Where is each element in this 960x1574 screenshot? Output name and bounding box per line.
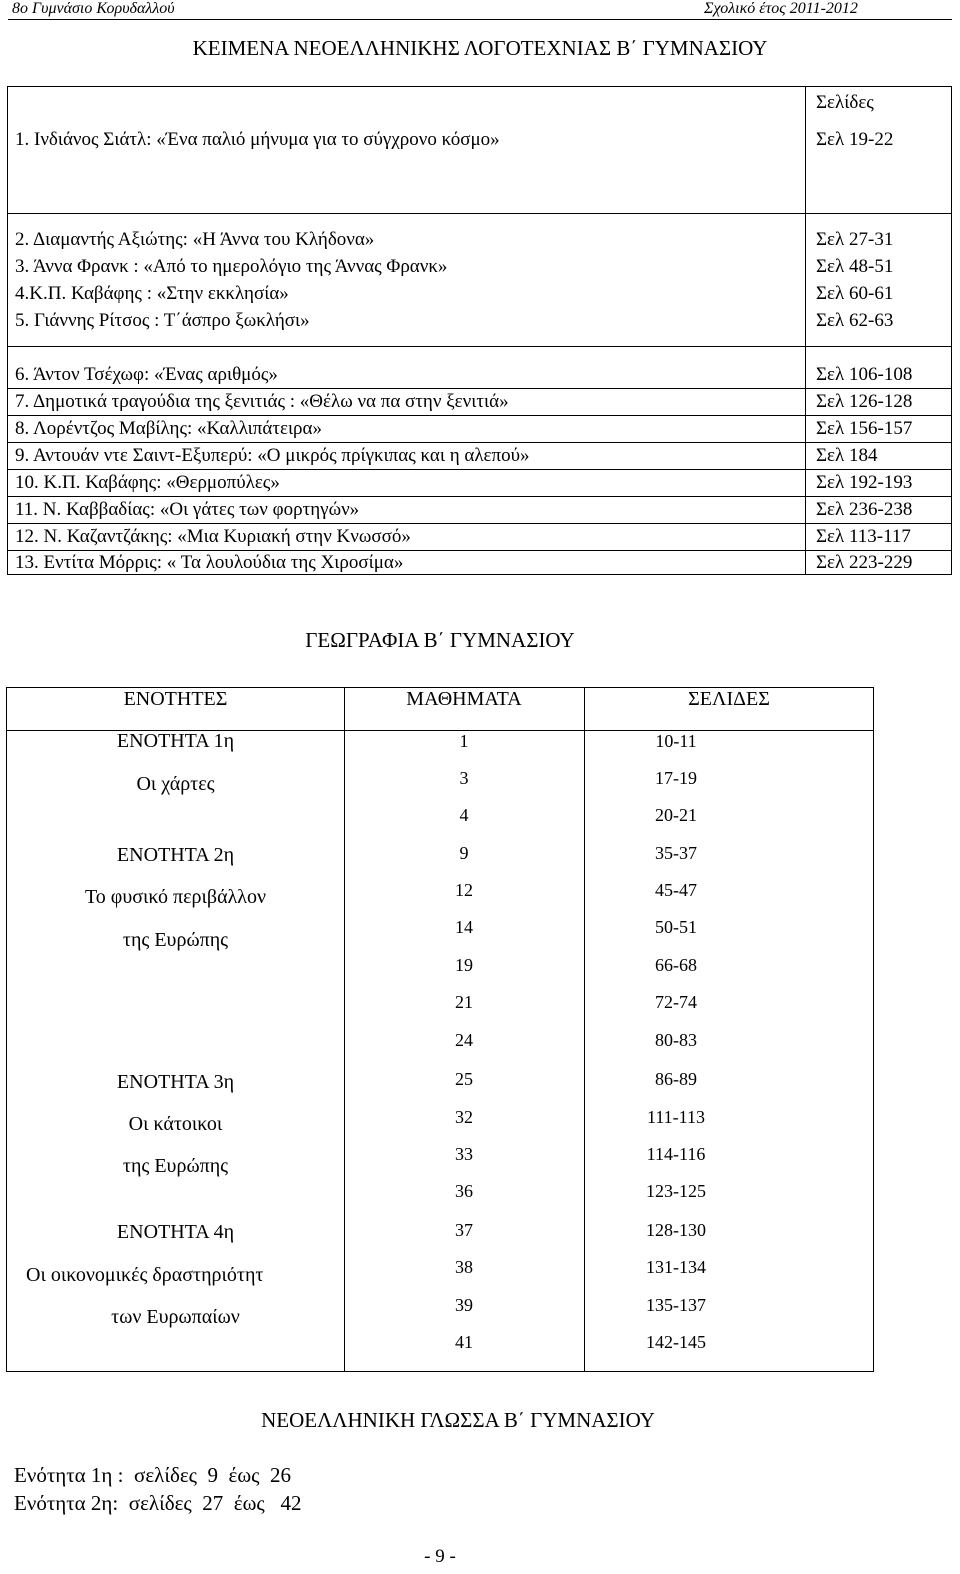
work-title: 4.Κ.Π. Καβάφης : «Στην εκκλησία» bbox=[15, 283, 289, 304]
unit-desc: Το φυσικό περιβάλλον bbox=[84, 886, 267, 908]
work-title: 10. Κ.Π. Καβάφης: «Θερμοπύλες» bbox=[15, 472, 280, 493]
header-units: ΕΝΟΤΗΤΕΣ bbox=[123, 688, 228, 710]
work-pages: Σελ 126-128 bbox=[816, 391, 913, 412]
lesson-pages: 131-134 bbox=[646, 1257, 706, 1277]
table-row bbox=[8, 470, 951, 496]
language-line: Ενότητα 2η: σελίδες 27 έως 42 bbox=[14, 1491, 302, 1515]
lesson-pages: 10-11 bbox=[655, 731, 697, 751]
lesson-number: 41 bbox=[455, 1332, 473, 1352]
page-number: - 9 - bbox=[424, 1546, 456, 1567]
unit-name: ΕΝΟΤΗΤΑ 2η bbox=[116, 844, 235, 866]
row-divider bbox=[8, 346, 951, 347]
work-pages: Σελ 19-22 bbox=[816, 129, 894, 150]
work-pages: Σελ 223-229 bbox=[816, 552, 913, 573]
lesson-number: 39 bbox=[455, 1295, 473, 1315]
unit-name: ΕΝΟΤΗΤΑ 1η bbox=[116, 730, 235, 752]
lesson-number: 12 bbox=[455, 880, 473, 900]
unit-desc: Οι χάρτες bbox=[136, 773, 215, 795]
lesson-number: 32 bbox=[455, 1107, 473, 1127]
table-row bbox=[8, 254, 951, 280]
lesson-pages: 80-83 bbox=[655, 1030, 697, 1050]
lesson-pages: 45-47 bbox=[655, 880, 697, 900]
lesson-number: 38 bbox=[455, 1257, 473, 1277]
lesson-number: 19 bbox=[455, 955, 473, 975]
unit-desc: των Ευρωπαίων bbox=[111, 1306, 240, 1328]
lesson-pages: 123-125 bbox=[646, 1181, 706, 1201]
work-title: 3. Άννα Φρανκ : «Από το ημερολόγιο της Άννας Φρανκ» bbox=[15, 256, 448, 277]
geography-title: ΓΕΩΓΡΑΦΙΑ Β΄ ΓΥΜΝΑΣΙΟΥ bbox=[305, 628, 575, 652]
table-row bbox=[8, 227, 951, 253]
work-title: 8. Λορέντζος Μαβίλης: «Καλλιπάτειρα» bbox=[15, 418, 322, 439]
lesson-pages: 50-51 bbox=[655, 917, 697, 937]
lesson-pages: 128-130 bbox=[646, 1220, 706, 1240]
language-line: Ενότητα 1η : σελίδες 9 έως 26 bbox=[14, 1463, 291, 1487]
header-divider bbox=[8, 19, 952, 20]
table-row bbox=[8, 524, 951, 550]
lesson-pages: 20-21 bbox=[655, 805, 697, 825]
lesson-number: 33 bbox=[455, 1144, 473, 1164]
work-pages: Σελ 106-108 bbox=[816, 364, 913, 385]
table-row bbox=[8, 308, 951, 334]
work-pages: Σελ 48-51 bbox=[816, 256, 894, 277]
work-title: 2. Διαμαντής Αξιώτης: «Η Άννα του Κλήδονα» bbox=[15, 229, 375, 250]
unit-desc: της Ευρώπης bbox=[122, 1155, 229, 1177]
work-title: 7. Δημοτικά τραγούδια της ξενιτιάς : «Θέλω να πα στην ξενιτιά» bbox=[15, 391, 509, 412]
table-row bbox=[8, 497, 951, 523]
work-title: 13. Εντίτα Μόρρις: « Τα λουλούδια της Χιροσίμα» bbox=[15, 552, 404, 573]
unit-name: ΕΝΟΤΗΤΑ 3η bbox=[116, 1071, 235, 1093]
work-pages: Σελ 184 bbox=[816, 445, 878, 466]
lesson-pages: 142-145 bbox=[646, 1332, 706, 1352]
table-row bbox=[8, 443, 951, 469]
work-title: 11. Ν. Καββαδίας: «Οι γάτες των φορτηγών» bbox=[15, 499, 360, 520]
literature-table bbox=[7, 86, 952, 575]
work-pages: Σελ 192-193 bbox=[816, 472, 913, 493]
unit-desc: Οι οικονομικές δραστηριότητ bbox=[26, 1264, 264, 1286]
lesson-number: 24 bbox=[455, 1030, 473, 1050]
unit-name: ΕΝΟΤΗΤΑ 4η bbox=[116, 1221, 235, 1243]
lesson-pages: 114-116 bbox=[646, 1144, 706, 1164]
lesson-number: 9 bbox=[459, 843, 469, 863]
lesson-number: 21 bbox=[455, 992, 473, 1012]
work-title: 1. Ινδιάνος Σιάτλ: «Ένα παλιό μήνυμα για το σύγχρονο κόσμο» bbox=[15, 129, 500, 150]
lesson-pages: 135-137 bbox=[646, 1295, 706, 1315]
lesson-pages: 86-89 bbox=[655, 1069, 697, 1089]
table-row bbox=[8, 281, 951, 307]
lesson-number: 4 bbox=[459, 805, 469, 825]
school-year: Σχολικό έτος 2011-2012 bbox=[704, 0, 858, 17]
work-title: 9. Αντουάν ντε Σαιντ-Εξυπερύ: «Ο μικρός πρίγκιπας και η αλεπού» bbox=[15, 445, 530, 466]
table-row bbox=[8, 362, 951, 388]
lesson-number: 1 bbox=[459, 731, 469, 751]
table-row bbox=[8, 550, 951, 576]
literature-title: ΚΕΙΜΕΝΑ ΝΕΟΕΛΛΗΝΙΚΗΣ ΛΟΓΟΤΕΧΝΙΑΣ Β΄ ΓΥΜΝΑΣΙΟΥ bbox=[192, 36, 768, 60]
lesson-number: 25 bbox=[455, 1069, 473, 1089]
work-title: 12. Ν. Καζαντζάκης: «Μια Κυριακή στην Κνωσσό» bbox=[15, 526, 411, 547]
unit-desc: της Ευρώπης bbox=[122, 929, 229, 951]
work-pages: Σελ 156-157 bbox=[816, 418, 913, 439]
lesson-pages: 17-19 bbox=[655, 768, 697, 788]
work-title: 5. Γιάννης Ρίτσος : Τ΄άσπρο ξωκλήσι» bbox=[15, 310, 310, 331]
lesson-pages: 66-68 bbox=[655, 955, 697, 975]
lesson-number: 3 bbox=[459, 768, 469, 788]
lesson-number: 36 bbox=[455, 1181, 473, 1201]
pages-header-row bbox=[8, 90, 951, 116]
work-pages: Σελ 62-63 bbox=[816, 310, 894, 331]
lesson-pages: 111-113 bbox=[647, 1107, 705, 1127]
table-row bbox=[8, 127, 951, 153]
school-name: 8ο Γυμνάσιο Κορυδαλλού bbox=[12, 0, 175, 17]
header-lessons: ΜΑΘΗΜΑΤΑ bbox=[406, 688, 522, 710]
row-divider bbox=[8, 213, 951, 214]
lesson-pages: 35-37 bbox=[655, 843, 697, 863]
unit-desc: Οι κάτοικοι bbox=[128, 1113, 223, 1135]
header-pages: ΣΕΛΙΔΕΣ bbox=[688, 688, 770, 710]
lesson-number: 37 bbox=[455, 1220, 473, 1240]
language-title: ΝΕΟΕΛΛΗΝΙΚΗ ΓΛΩΣΣΑ Β΄ ΓΥΜΝΑΣΙΟΥ bbox=[261, 1408, 655, 1432]
table-row bbox=[8, 416, 951, 442]
work-pages: Σελ 236-238 bbox=[816, 499, 913, 520]
pages-header: Σελίδες bbox=[816, 92, 874, 113]
work-title: 6. Άντον Τσέχωφ: «Ένας αριθμός» bbox=[15, 364, 278, 385]
work-pages: Σελ 113-117 bbox=[816, 526, 911, 547]
lesson-number: 14 bbox=[455, 917, 473, 937]
work-pages: Σελ 60-61 bbox=[816, 283, 894, 304]
work-pages: Σελ 27-31 bbox=[816, 229, 894, 250]
geography-table bbox=[6, 687, 874, 1372]
table-row bbox=[8, 389, 951, 415]
lesson-pages: 72-74 bbox=[655, 992, 697, 1012]
